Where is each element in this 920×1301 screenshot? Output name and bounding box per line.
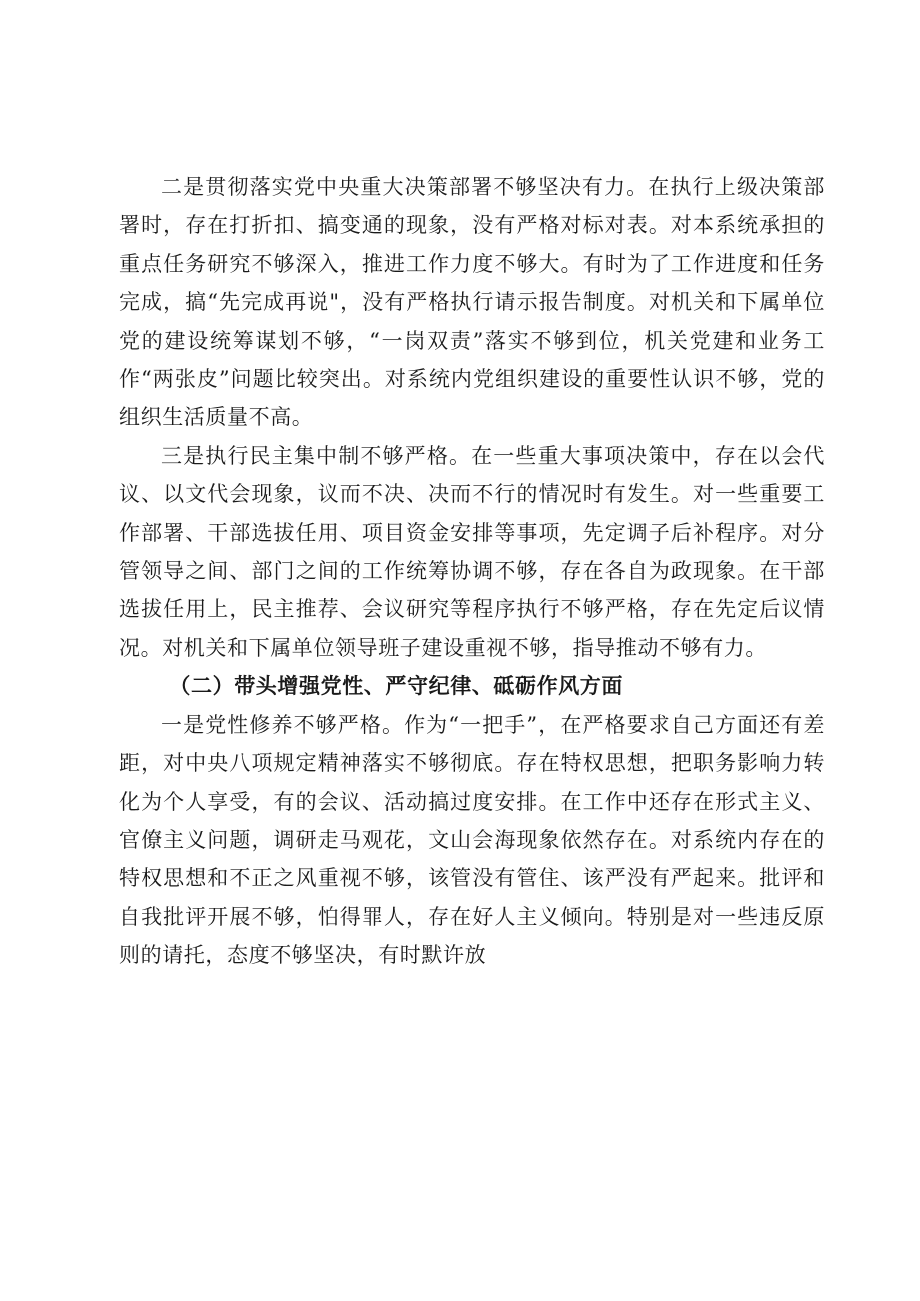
paragraph-democratic-centralism: 三是执行民主集中制不够严格。在一些重大事项决策中，存在以会代议、以文代会现象，议而不决、决而不行的情况时有发生。对一些重要工作部署、干部选拔任用、项目资金安排等事项，先定调子后补程序。对分管领导之间、部门之间的工作统筹协调不够，存在各自为政现象。在干部选拔任用上，民主推荐、会议研究等程序执行不够严格，存在先定后议情况。对机关和下属单位领导班子建设重视不够，指导推动不够有力。: [119, 443, 825, 660]
paragraph-party-cultivation: 一是党性修养不够严格。作为“一把手”，在严格要求自己方面还有差距，对中央八项规定精神落实不够彻底。存在特权思想，把职务影响力转化为个人享受，有的会议、活动搞过度安排。在工作中还存在形式主义、官僚主义问题，调研走马观花，文山会海现象依然存在。对系统内存在的特权思想和不正之风重视不够，该管没有管住、该严没有严起来。批评和自我批评开展不够，怕得罪人，存在好人主义倾向。特别是对一些违反原则的请托，态度不够坚决，有时默许放: [119, 712, 825, 968]
paragraph-implementing-decisions: 二是贯彻落实党中央重大决策部署不够坚决有力。在执行上级决策部署时，存在打折扣、搞变通的现象，没有严格对标对表。对本系统承担的重点任务研究不够深入，推进工作力度不够大。有时为了工作进度和任务完成，搞“先完成再说"，没有严格执行请示报告制度。对机关和下属单位党的建设统筹谋划不够，“一岗双责”落实不够到位，机关党建和业务工作“两张皮”问题比较突出。对系统内党组织建设的重要性认识不够，党的组织生活质量不高。: [119, 175, 825, 430]
section-heading: （二）带头增强党性、严守纪律、砥砺作风方面: [169, 673, 623, 699]
document-body: [119, 168, 825, 975]
